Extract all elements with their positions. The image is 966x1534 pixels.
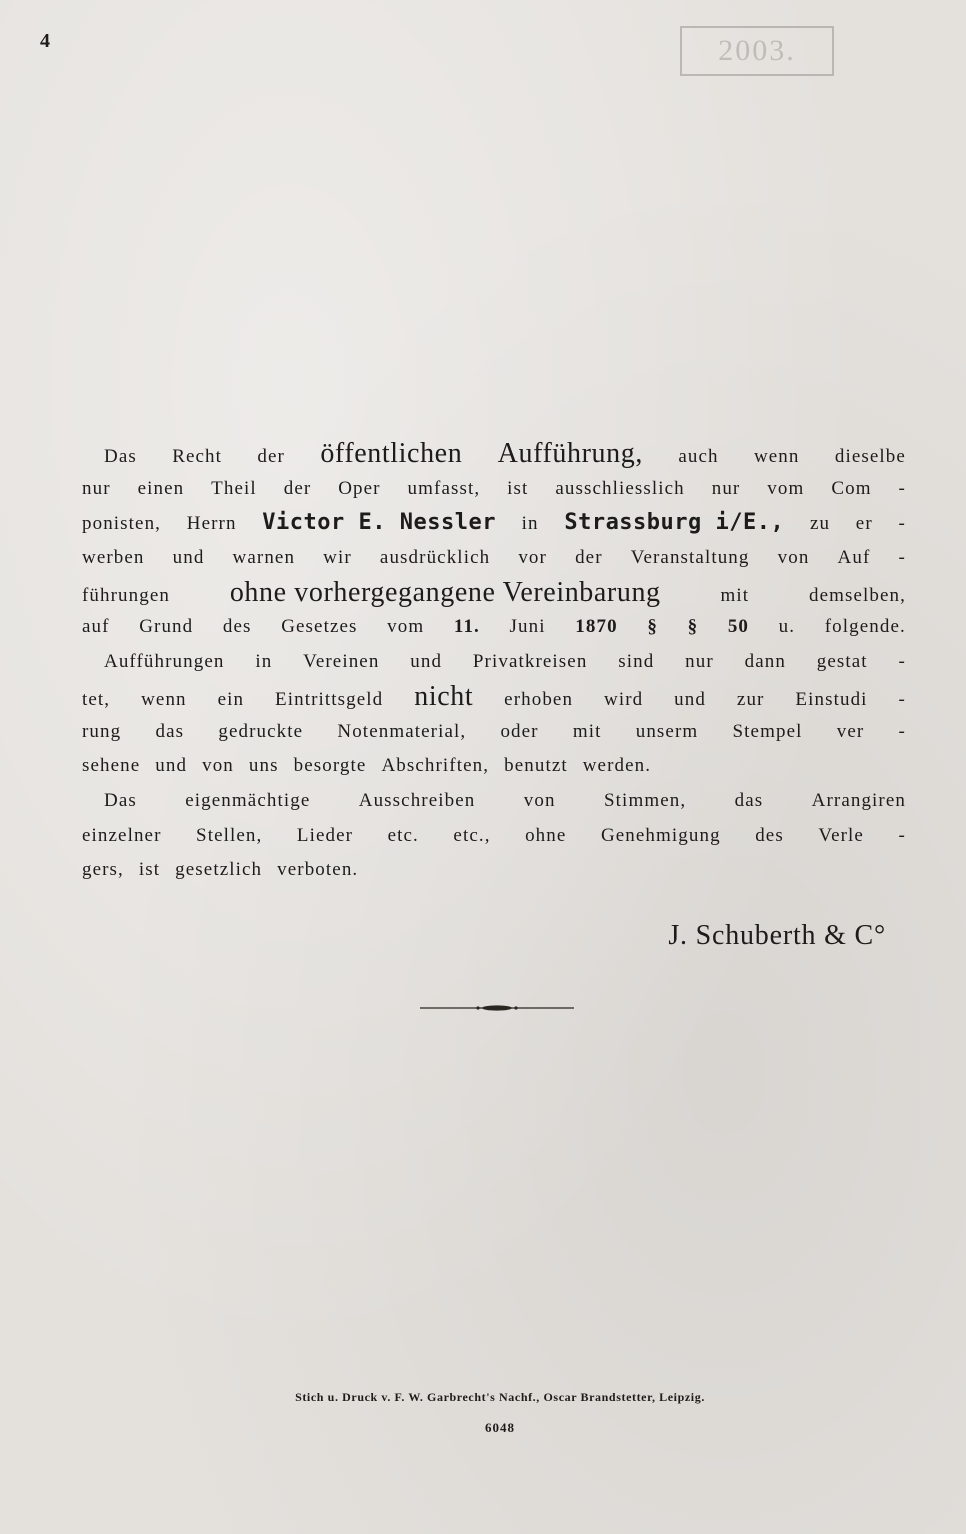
word: demselben,: [808, 584, 906, 606]
word: Com: [831, 477, 872, 499]
word: mit: [572, 720, 602, 742]
word: wird: [604, 688, 644, 710]
word: zur: [736, 688, 765, 710]
emphasis-phrase: ohne vorhergegangene Vereinbarung: [229, 576, 661, 608]
word: tet,: [82, 688, 111, 710]
word: ist: [138, 859, 161, 881]
notice-line: [82, 506, 906, 541]
word: Juni: [509, 616, 546, 638]
word: benutzt: [504, 755, 568, 777]
word: des: [222, 616, 252, 638]
word: gedruckte: [218, 720, 304, 742]
word: unserm: [635, 720, 699, 742]
word: des: [755, 824, 784, 846]
notice-line: [82, 680, 906, 715]
word: Aufführung,: [497, 438, 643, 469]
word: verboten.: [277, 859, 359, 881]
word: der: [283, 477, 312, 499]
word: wenn: [141, 688, 187, 710]
hyphen: -: [898, 651, 906, 673]
word: Vereinen: [303, 651, 380, 673]
word: und: [155, 755, 188, 777]
word: werden.: [582, 755, 652, 777]
hyphen: -: [898, 547, 906, 569]
composer-city: Strassburg i/E.,: [564, 510, 785, 536]
word: Das: [104, 446, 137, 467]
word: Ausschreiben: [358, 789, 476, 811]
copyright-notice: [82, 437, 906, 888]
word: gestat: [816, 651, 868, 673]
word: von: [777, 547, 810, 569]
word: ausdrücklich: [379, 547, 491, 569]
word: in: [255, 651, 273, 673]
notice-line: [82, 749, 906, 784]
word: gers,: [82, 859, 124, 881]
word: Eintrittsgeld: [275, 688, 384, 710]
word: ausschliesslich: [555, 477, 685, 499]
word: Abschriften,: [381, 755, 490, 777]
word: einen: [137, 477, 185, 499]
word: auf: [82, 616, 110, 638]
page-number: 4: [40, 30, 50, 52]
word: vor: [518, 547, 547, 569]
word: werben: [82, 547, 145, 569]
notice-line: [82, 472, 906, 507]
word: wir: [323, 547, 352, 569]
word: von: [523, 789, 556, 811]
notice-line: [82, 437, 906, 472]
word: in: [521, 513, 539, 535]
word: er: [855, 513, 873, 535]
word: Lieder: [296, 824, 354, 846]
word: dieselbe: [834, 446, 906, 467]
word: sehene: [82, 755, 141, 777]
plate-number: 6048: [485, 1420, 515, 1435]
word: eigenmächtige: [185, 789, 311, 811]
hyphen: -: [898, 477, 906, 499]
hyphen: -: [898, 688, 906, 710]
word: Stellen,: [196, 824, 263, 846]
word: nur: [711, 477, 741, 499]
word: zu: [809, 513, 831, 535]
word: dann: [744, 651, 786, 673]
word: ein: [217, 688, 245, 710]
word: öffentlichen: [320, 438, 463, 469]
hyphen: -: [898, 824, 906, 846]
word: 1870: [575, 616, 618, 638]
ornament-divider: [420, 1000, 574, 1016]
word: Stimmen,: [604, 789, 687, 811]
word: und: [410, 651, 443, 673]
notice-line: [82, 541, 906, 576]
word: Auf: [837, 547, 871, 569]
library-stamp: 2003.: [680, 26, 834, 76]
word: 11.: [453, 616, 480, 638]
word: führungen: [82, 584, 170, 606]
word: besorgte: [293, 755, 367, 777]
word: von: [202, 755, 234, 777]
word: ist: [507, 477, 529, 499]
word: Stempel: [732, 720, 803, 742]
word: gesetzlich: [175, 859, 263, 881]
word: etc.: [387, 824, 419, 846]
word: §: [687, 616, 699, 638]
word: nicht: [414, 680, 474, 712]
word: der: [257, 446, 285, 467]
hyphen: -: [898, 720, 906, 742]
word: ohne: [525, 824, 567, 846]
word: einzelner: [82, 824, 162, 846]
word: mit: [720, 584, 750, 606]
word: auch: [678, 446, 719, 467]
word: Verle: [818, 824, 864, 846]
word: rung: [82, 720, 122, 742]
word: Herrn: [186, 513, 237, 535]
notice-line: [82, 819, 906, 854]
word: umfasst,: [407, 477, 481, 499]
word: das: [155, 720, 185, 742]
hyphen: -: [898, 513, 906, 535]
notice-line: [82, 645, 906, 680]
word: folgende.: [824, 616, 906, 638]
word: das: [734, 789, 764, 811]
word: Genehmigung: [600, 824, 721, 846]
word: Grund: [139, 616, 194, 638]
word: Recht: [172, 446, 223, 467]
word: Das: [104, 789, 137, 811]
word: und: [674, 688, 706, 710]
word: Aufführungen: [104, 651, 225, 673]
word: Arrangiren: [811, 789, 906, 811]
word: nur: [685, 651, 714, 673]
word: ver: [836, 720, 865, 742]
word: der: [575, 547, 603, 569]
word: Oper: [338, 477, 381, 499]
word: Notenmaterial,: [337, 720, 467, 742]
word: und: [172, 547, 205, 569]
notice-line: [82, 610, 906, 645]
word: Veranstaltung: [630, 547, 750, 569]
word: Privatkreisen: [472, 651, 588, 673]
word: Theil: [211, 477, 257, 499]
word: nur: [82, 477, 111, 499]
notice-line: [82, 576, 906, 611]
word: wenn: [753, 446, 800, 467]
notice-line: [82, 715, 906, 750]
word: ponisten,: [82, 513, 162, 535]
publisher-signature: J. Schuberth & C°: [668, 920, 886, 951]
notice-line: [82, 853, 906, 888]
printer-imprint: Stich u. Druck v. F. W. Garbrecht's Nachf., Oscar Brandstetter, Leipzig.: [295, 1390, 705, 1404]
word: §: [647, 616, 658, 638]
composer-name: Victor E. Nessler: [262, 510, 496, 536]
word: warnen: [232, 547, 296, 569]
word: Gesetzes: [281, 616, 358, 638]
word: vom: [387, 616, 425, 638]
word: Einstudi: [795, 688, 868, 710]
word: vom: [767, 477, 805, 499]
word: uns: [248, 755, 279, 777]
word: oder: [500, 720, 539, 742]
word: erhoben: [504, 688, 574, 710]
word: sind: [618, 651, 655, 673]
notice-line: [82, 784, 906, 819]
word: 50: [727, 616, 750, 638]
word: u.: [778, 616, 796, 638]
word: etc.,: [453, 824, 491, 846]
